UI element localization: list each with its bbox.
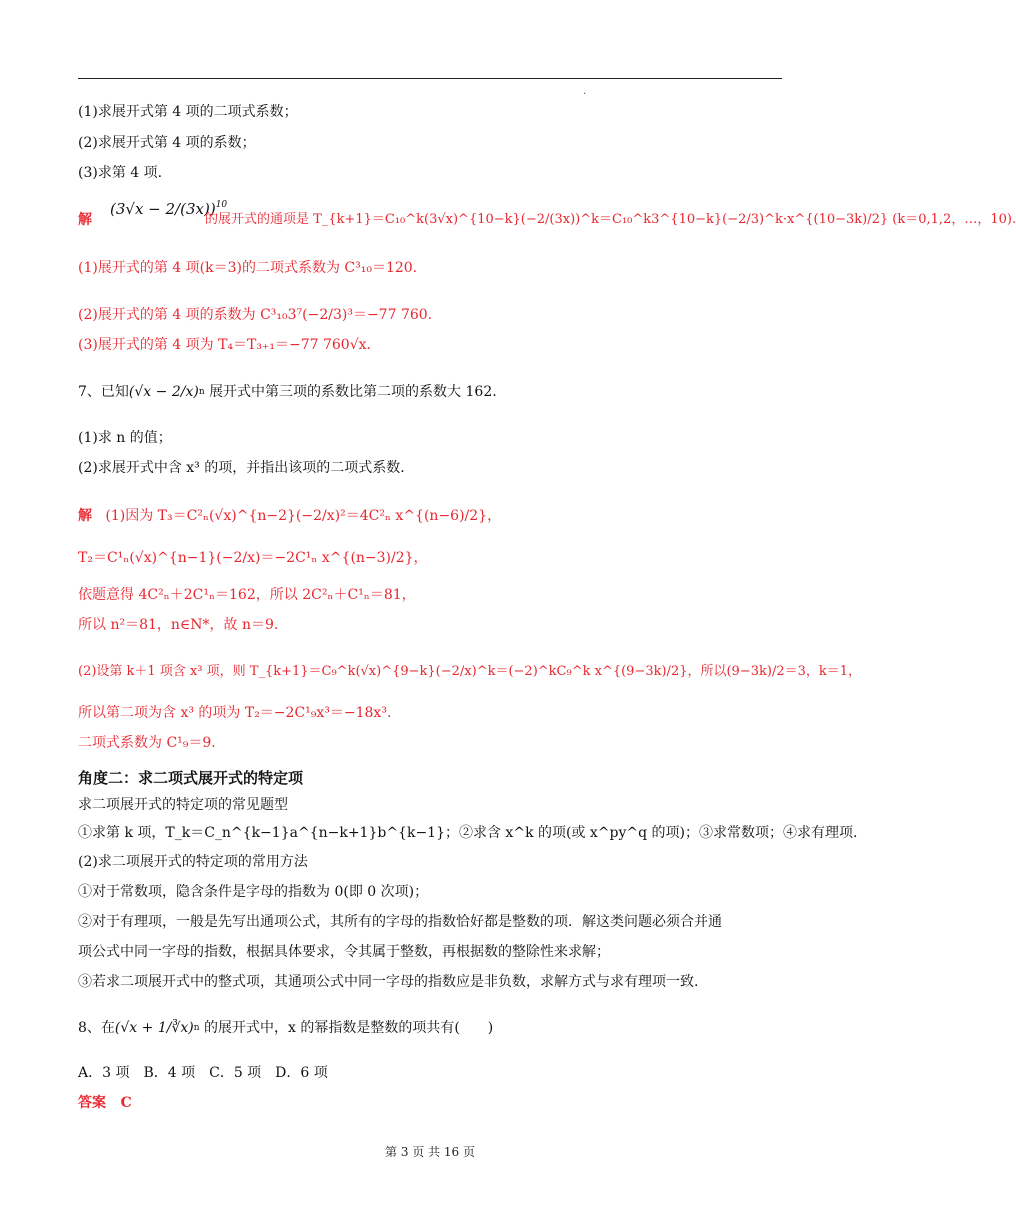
q6-expr-exponent: 10	[215, 200, 228, 210]
q8-stem	[78, 1018, 493, 1038]
q7-stem-prefix: 7、已知	[78, 384, 129, 400]
q8-stem-prefix: 8、在	[78, 1020, 115, 1036]
section-para-3: ①对于常数项，隐含条件是字母的指数为 0(即 0 次项)；	[78, 884, 429, 900]
q6-general-term: 的展开式的通项是 T_{k+1}＝C₁₀^k(3√x)^{10−k}(−2/(3x))^k＝C₁₀^k3^{10−k}(−2/3)^k·x^{(10−3k)/2} (k＝0,1,2，…，10).	[205, 212, 1016, 227]
section-title: 角度二：求二项式展开式的特定项	[78, 769, 304, 787]
q6-solution-label: 解	[78, 212, 92, 228]
page-footer: 第 3 页 共 16 页	[385, 1145, 475, 1159]
q7-solution-6: 所以第二项为含 x³ 的项为 T₂＝−2C¹₉x³＝−18x³.	[78, 705, 392, 721]
q7-stem-suffix: 展开式中第三项的系数比第二项的系数大 162.	[209, 384, 497, 400]
q8-expr: (√x + 1/∛x)	[114, 1020, 194, 1036]
q7-solution-7: 二项式系数为 C¹₉＝9.	[78, 735, 216, 751]
q6-expr: (3√x − 2/(3x))	[110, 200, 216, 218]
q7-solution-1	[78, 506, 501, 526]
q7-expr: (√x − 2/x)	[128, 384, 199, 400]
q7-stem	[78, 382, 497, 402]
q7-sub1: (1)求 n 的值；	[78, 430, 172, 446]
section-para-4b: 项公式中同一字母的指数，根据具体要求，令其属于整数，再根据数的整除性来求解；	[78, 944, 610, 960]
header-rule	[78, 78, 782, 79]
q7-sol1-text: (1)因为 T₃＝C²ₙ(√x)^{n−2}(−2/x)²＝4C²ₙ x^{(n−6)/2}，	[105, 508, 502, 524]
section-intro: 求二项展开式的特定项的常见题型	[78, 797, 288, 813]
q8-answer-label: 答案	[78, 1095, 106, 1111]
q6-sub2: (2)求展开式第 4 项的系数；	[78, 135, 256, 151]
q8-expr-exponent: n	[193, 1023, 200, 1033]
q7-solution-5: (2)设第 k＋1 项含 x³ 项，则 T_{k+1}＝C₉^k(√x)^{9−k}(−2/x)^k＝(−2)^kC₉^k x^{(9−3k)/2}，所以(9−3k)/2＝3，k＝1，	[78, 664, 862, 679]
q6-answer-3: (3)展开式的第 4 项为 T₄＝T₃₊₁＝−77 760√x.	[78, 337, 371, 353]
q6-answer-1: (1)展开式的第 4 项(k＝3)的二项式系数为 C³₁₀＝120.	[78, 260, 418, 276]
q8-answer-value: C	[120, 1095, 132, 1111]
q7-solution-2: T₂＝C¹ₙ(√x)^{n−1}(−2/x)＝−2C¹ₙ x^{(n−3)/2}，	[78, 550, 428, 566]
q7-sub2: (2)求展开式中含 x³ 的项，并指出该项的二项式系数.	[78, 460, 405, 476]
q8-stem-suffix: 的展开式中，x 的幂指数是整数的项共有( )	[203, 1020, 494, 1036]
header-marker: .	[583, 86, 587, 97]
q8-answer	[78, 1093, 132, 1113]
q6-sub3: (3)求第 4 项.	[78, 165, 163, 181]
q7-solution-label: 解	[78, 508, 92, 524]
q6-answer-2: (2)展开式的第 4 项的系数为 C³₁₀3⁷(−2/3)³＝−77 760.	[78, 307, 433, 323]
section-para-5: ③若求二项展开式中的整式项，其通项公式中同一字母的指数应是非负数，求解方式与求有理项一致.	[78, 974, 699, 990]
q7-solution-4: 所以 n²＝81，n∈N*，故 n＝9.	[78, 617, 279, 633]
q6-sub1: (1)求展开式第 4 项的二项式系数；	[78, 104, 298, 120]
q7-expr-exponent: n	[198, 387, 205, 397]
section-para-4a: ②对于有理项，一般是先写出通项公式，其所有的字母的指数恰好都是整数的项．解这类问题必须合并通	[78, 914, 722, 930]
q7-solution-3: 依题意得 4C²ₙ＋2C¹ₙ＝162，所以 2C²ₙ＋C¹ₙ＝81，	[78, 587, 416, 603]
section-para-1: ①求第 k 项，T_k＝C_n^{k−1}a^{n−k+1}b^{k−1}；②求含 x^k 的项(或 x^py^q 的项)；③求常数项；④求有理项.	[78, 825, 858, 841]
q8-options: A．3 项 B．4 项 C．5 项 D．6 项	[78, 1065, 328, 1081]
section-para-2: (2)求二项展开式的特定项的常用方法	[78, 854, 308, 870]
